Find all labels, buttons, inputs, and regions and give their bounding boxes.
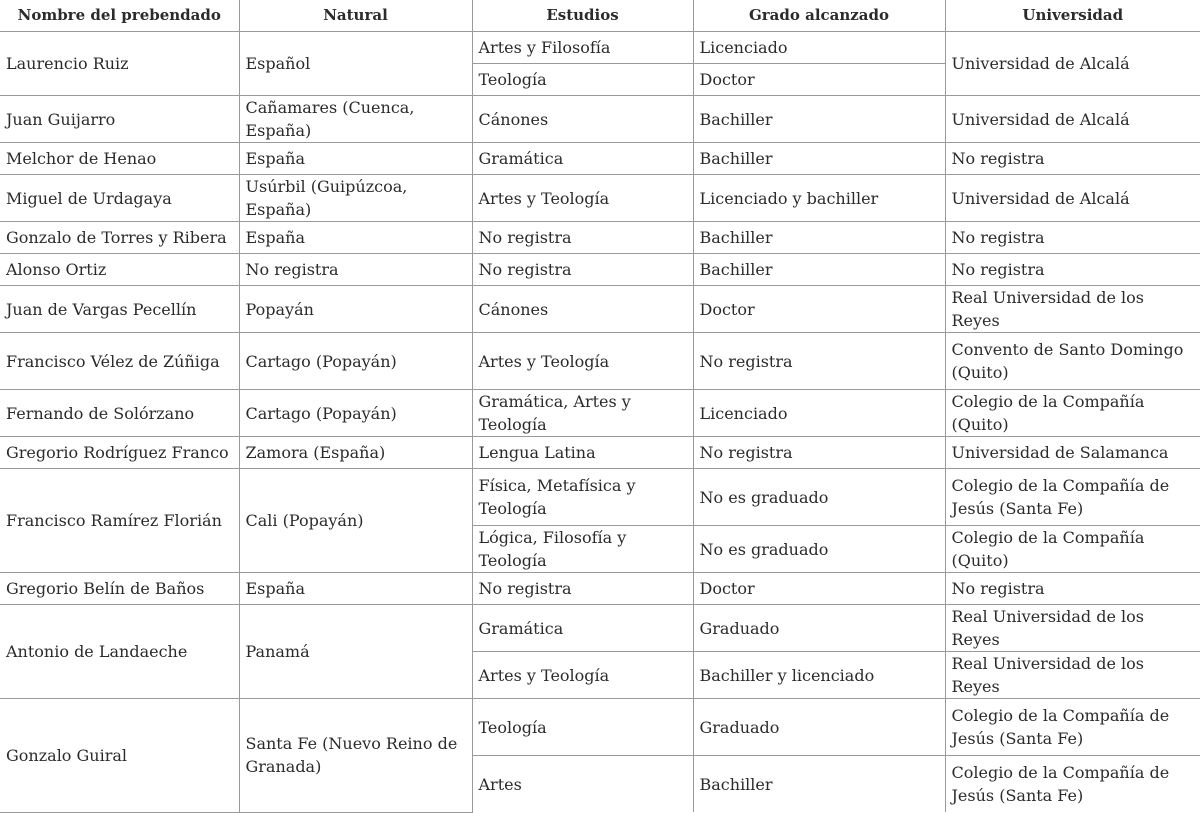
table-row: [0, 699, 1200, 756]
cell-grado: Graduado: [693, 699, 945, 756]
header-universidad: Universidad: [945, 0, 1200, 32]
cell-nombre: Francisco Ramírez Florián: [0, 469, 239, 573]
cell-estudios: Artes y Teología: [472, 652, 693, 699]
cell-natural: Cartago (Popayán): [239, 390, 472, 437]
cell-nombre: Laurencio Ruiz: [0, 32, 239, 96]
cell-grado: Bachiller: [693, 222, 945, 254]
cell-nombre: Fernando de Solórzano: [0, 390, 239, 437]
cell-nombre: Juan Guijarro: [0, 96, 239, 143]
cell-estudios: Artes y Teología: [472, 175, 693, 222]
cell-universidad: Convento de Santo Domingo (Quito): [945, 333, 1200, 390]
table-row: [0, 469, 1200, 526]
table-row: [0, 143, 1200, 175]
cell-estudios: Lógica, Filosofía y Teología: [472, 526, 693, 573]
cell-nombre: Gregorio Belín de Baños: [0, 573, 239, 605]
cell-grado: Graduado: [693, 605, 945, 652]
table-row: [0, 605, 1200, 652]
cell-estudios: Teología: [472, 64, 693, 96]
cell-nombre: Alonso Ortiz: [0, 254, 239, 286]
cell-nombre: Juan de Vargas Pecellín: [0, 286, 239, 333]
cell-nombre: Gonzalo Guiral: [0, 699, 239, 813]
cell-natural: Cali (Popayán): [239, 469, 472, 573]
cell-nombre: Melchor de Henao: [0, 143, 239, 175]
table-row: [0, 254, 1200, 286]
cell-estudios: Gramática: [472, 143, 693, 175]
cell-universidad: Universidad de Salamanca: [945, 437, 1200, 469]
cell-natural: Cartago (Popayán): [239, 333, 472, 390]
cell-estudios: Cánones: [472, 96, 693, 143]
table-row: [0, 333, 1200, 390]
table-row: [0, 437, 1200, 469]
cell-universidad: No registra: [945, 222, 1200, 254]
cell-estudios: Lengua Latina: [472, 437, 693, 469]
cell-grado: Bachiller: [693, 756, 945, 813]
cell-grado: Licenciado: [693, 32, 945, 64]
cell-nombre: Antonio de Landaeche: [0, 605, 239, 699]
cell-grado: Doctor: [693, 64, 945, 96]
cell-natural: Santa Fe (Nuevo Reino de Granada): [239, 699, 472, 813]
cell-natural: Zamora (España): [239, 437, 472, 469]
cell-grado: Doctor: [693, 286, 945, 333]
cell-estudios: Gramática, Artes y Teología: [472, 390, 693, 437]
cell-natural: España: [239, 573, 472, 605]
table-row: [0, 573, 1200, 605]
cell-universidad: No registra: [945, 573, 1200, 605]
cell-estudios: Gramática: [472, 605, 693, 652]
cell-estudios: Teología: [472, 699, 693, 756]
cell-estudios: No registra: [472, 573, 693, 605]
cell-grado: No registra: [693, 437, 945, 469]
cell-estudios: Física, Metafísica y Teología: [472, 469, 693, 526]
cell-universidad: Universidad de Alcalá: [945, 96, 1200, 143]
cell-estudios: No registra: [472, 222, 693, 254]
header-row: [0, 0, 1200, 32]
cell-universidad: Colegio de la Compañía de Jesús (Santa Fe): [945, 699, 1200, 756]
cell-universidad: Real Universidad de los Reyes: [945, 605, 1200, 652]
table-row: [0, 222, 1200, 254]
cell-natural: España: [239, 143, 472, 175]
table-row: [0, 286, 1200, 333]
cell-nombre: Miguel de Urdagaya: [0, 175, 239, 222]
cell-natural: España: [239, 222, 472, 254]
cell-nombre: Francisco Vélez de Zúñiga: [0, 333, 239, 390]
table-row: [0, 32, 1200, 64]
cell-universidad: Colegio de la Compañía de Jesús (Santa Fe): [945, 756, 1200, 813]
cell-estudios: Artes: [472, 756, 693, 813]
cell-grado: Bachiller: [693, 143, 945, 175]
cell-universidad: Colegio de la Compañía (Quito): [945, 526, 1200, 573]
cell-nombre: Gonzalo de Torres y Ribera: [0, 222, 239, 254]
cell-natural: Popayán: [239, 286, 472, 333]
cell-universidad: No registra: [945, 143, 1200, 175]
header-nombre: Nombre del prebendado: [0, 0, 239, 32]
cell-estudios: No registra: [472, 254, 693, 286]
cell-natural: Usúrbil (Guipúzcoa, España): [239, 175, 472, 222]
cell-natural: Panamá: [239, 605, 472, 699]
cell-universidad: Colegio de la Compañía de Jesús (Santa Fe): [945, 469, 1200, 526]
table-row: [0, 390, 1200, 437]
cell-estudios: Cánones: [472, 286, 693, 333]
header-grado: Grado alcanzado: [693, 0, 945, 32]
cell-universidad: Real Universidad de los Reyes: [945, 652, 1200, 699]
cell-natural: No registra: [239, 254, 472, 286]
cell-grado: No es graduado: [693, 469, 945, 526]
cell-grado: Bachiller y licenciado: [693, 652, 945, 699]
cell-grado: Licenciado: [693, 390, 945, 437]
cell-grado: Bachiller: [693, 254, 945, 286]
table-row: [0, 96, 1200, 143]
cell-estudios: Artes y Filosofía: [472, 32, 693, 64]
header-estudios: Estudios: [472, 0, 693, 32]
cell-universidad: No registra: [945, 254, 1200, 286]
cell-universidad: Real Universidad de los Reyes: [945, 286, 1200, 333]
cell-universidad: Universidad de Alcalá: [945, 175, 1200, 222]
cell-grado: Doctor: [693, 573, 945, 605]
table-row: [0, 175, 1200, 222]
header-natural: Natural: [239, 0, 472, 32]
cell-grado: Licenciado y bachiller: [693, 175, 945, 222]
cell-universidad: Colegio de la Compañía (Quito): [945, 390, 1200, 437]
cell-grado: No es graduado: [693, 526, 945, 573]
cell-natural: Cañamares (Cuenca, España): [239, 96, 472, 143]
cell-estudios: Artes y Teología: [472, 333, 693, 390]
cell-grado: No registra: [693, 333, 945, 390]
cell-nombre: Gregorio Rodríguez Franco: [0, 437, 239, 469]
cell-universidad: Universidad de Alcalá: [945, 32, 1200, 96]
cell-grado: Bachiller: [693, 96, 945, 143]
cell-natural: Español: [239, 32, 472, 96]
